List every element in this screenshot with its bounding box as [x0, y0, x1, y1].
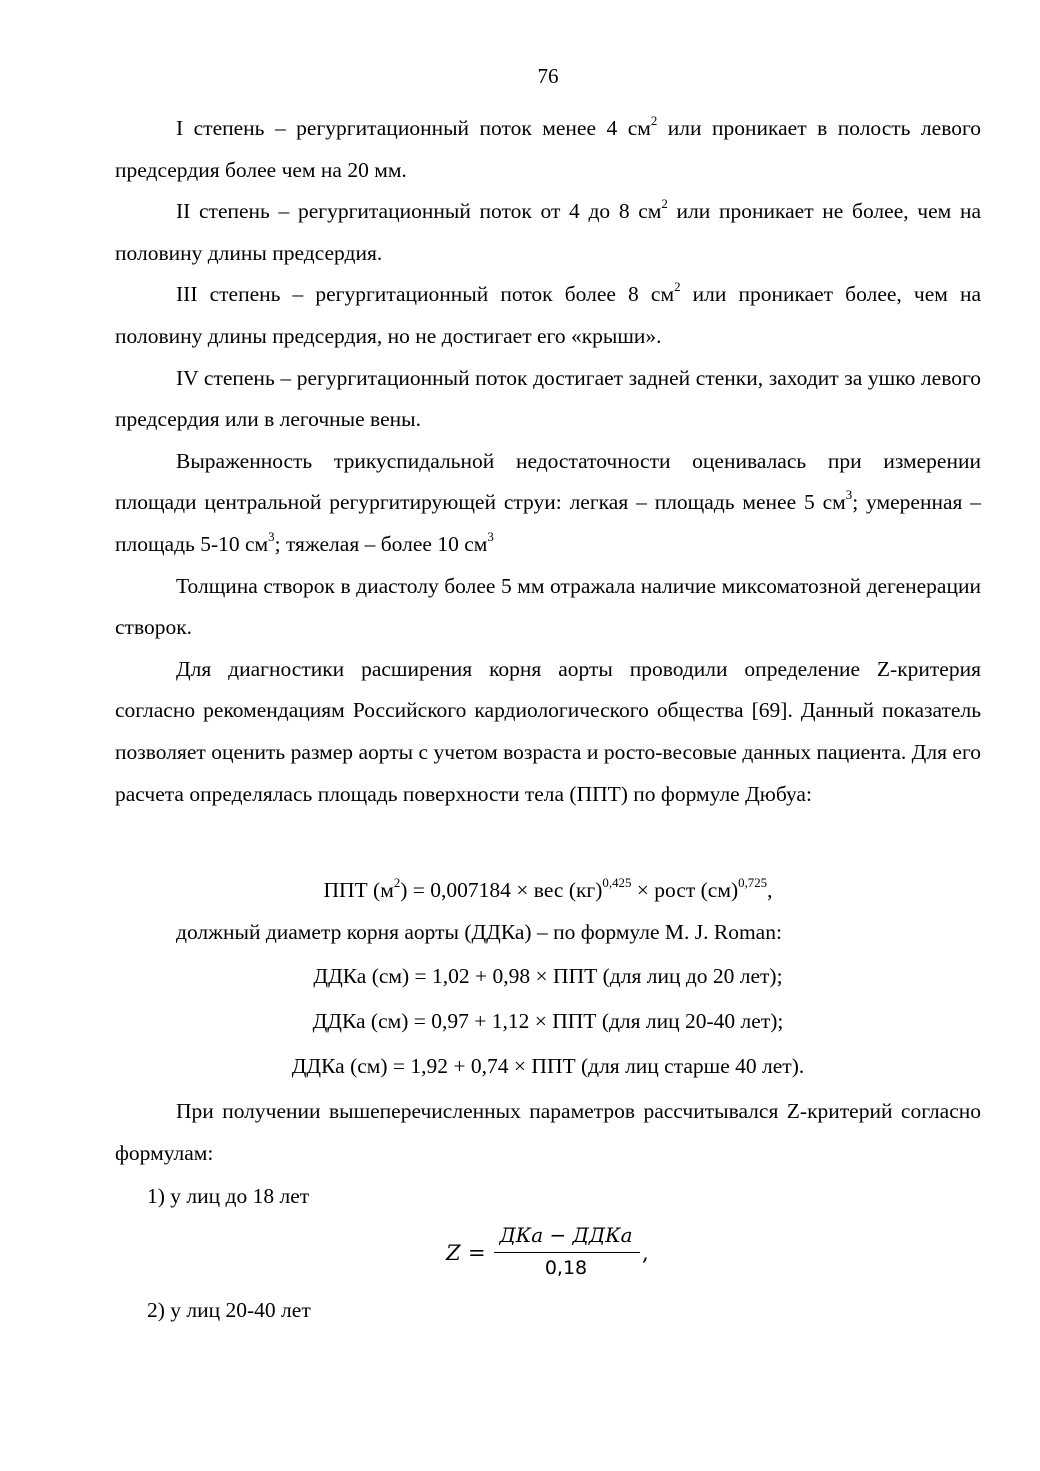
- paragraph-grade-4: IV степень – регургитационный поток достигает задней стенки, заходит за ушко левого предсердия или в легочные вены.: [115, 365, 981, 432]
- fraction-bar: [494, 1252, 640, 1253]
- paragraph-grade-1: I степень – регургитационный поток менее 4 $см^2$ или проникает в полость левого предсердия более чем на 20 мм.: [115, 113, 981, 182]
- formula-bsa: ППТ $(м^2) = 0,007184$ × вес (кг)$^{0,425}$ × рост (см)$^{0,725}$,: [323, 875, 773, 902]
- formula-ddka-20-40: ДДКа (см) = 0,97 + 1,12 × ППТ (для лиц 20-40 лет);: [312, 1009, 784, 1033]
- equals-sign: =: [468, 1241, 486, 1265]
- paragraph-leaflet-thickness: Толщина створок в диастолу более 5 мм отражала наличие миксоматозной дегенерации створок.: [115, 573, 981, 640]
- fraction-denominator: 0,18: [544, 1257, 588, 1279]
- zcalc-paragraph-wrap: [115, 1091, 981, 1174]
- paragraph-grade-2: II степень – регургитационный поток от 4 до 8 $см^2$ или проникает не более, чем на половину длины предсердия.: [115, 197, 981, 265]
- fraction-numerator: ДКа − ДДКа: [499, 1223, 633, 1247]
- grade-paragraphs: [115, 108, 981, 815]
- paragraph-grade-3: III степень – регургитационный поток более 8 $см^2$ или проникает более, чем на половину длины предсердия, но не достигает его «крыши».: [115, 280, 981, 348]
- z-symbol: Z: [446, 1241, 461, 1265]
- paragraph-aortic-root: Для диагностики расширения корня аорты проводили определение Z-критерия согласно рекомендациям Российского кардиологического общества [69]. Данный показатель позволяет оценить размер аорты с учетом возраста и росто-весовые данных пациента. Для его расчета определялась площадь поверхности тела (ППТ) по формуле Дюбуа:: [115, 656, 981, 806]
- formula-ddka-under-20: ДДКа (см) = 1,02 + 0,98 × ППТ (для лиц до 20 лет);: [313, 964, 783, 988]
- paragraph-zcalc-intro: При получении вышеперечисленных параметров рассчитывался Z-критерий согласно формулам:: [115, 1099, 981, 1165]
- formula-ddka-over-40: ДДКа (см) = 1,92 + 0,74 × ППТ (для лиц старше 40 лет).: [291, 1054, 805, 1078]
- roman-intro: должный диаметр корня аорты (ДДКа) – по формуле M. J. Roman:: [176, 920, 782, 944]
- z-formula: [446, 1223, 666, 1287]
- page-number: 76: [537, 64, 559, 88]
- formula-trailing-comma: ,: [642, 1241, 649, 1265]
- paragraph-tricuspid: Выраженность трикуспидальной недостаточности оценивалась при измерении площади центральной регургитирующей струи: легкая – площадь менее 5 $см^3$; умеренная – площадь 5-10 $см^3$; тяжелая – более 10 $см^3$: [115, 448, 981, 556]
- list-item-20-40: 2) у лиц 20-40 лет: [147, 1298, 311, 1322]
- list-item-under-18: 1) у лиц до 18 лет: [147, 1184, 310, 1208]
